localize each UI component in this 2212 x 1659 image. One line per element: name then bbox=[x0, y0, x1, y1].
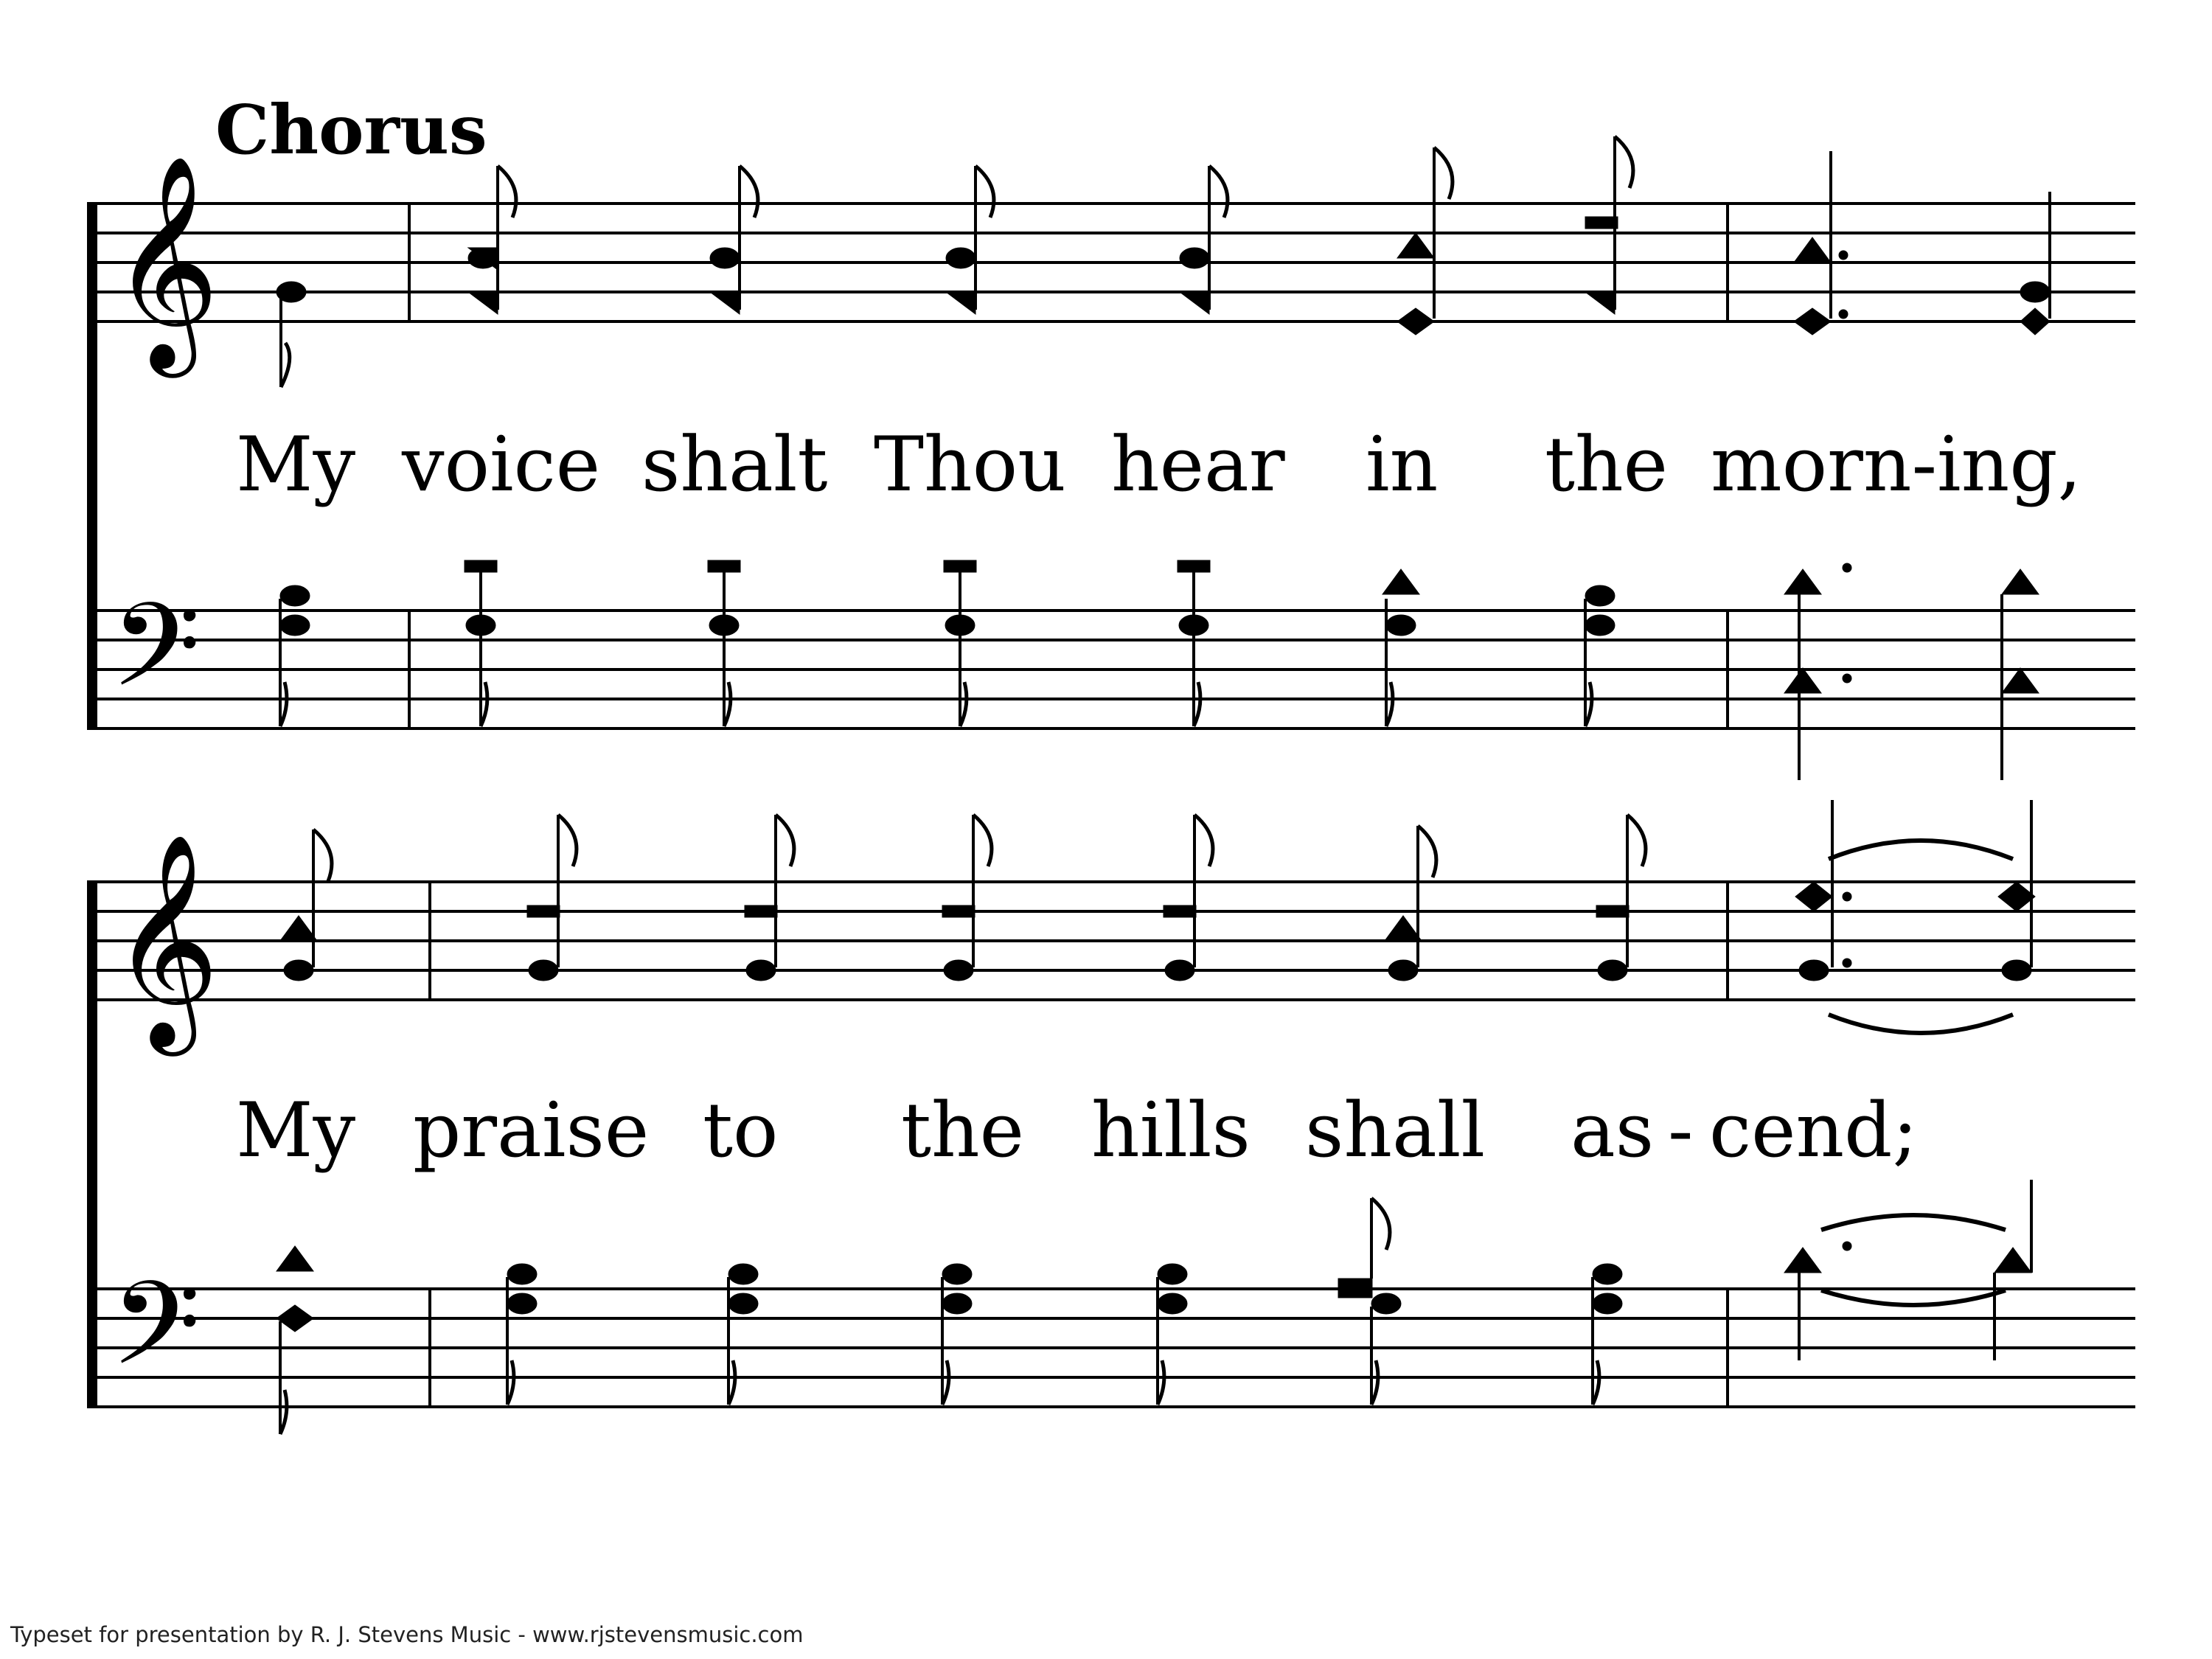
bass-clef-icon: 𝄢 bbox=[111, 578, 201, 741]
tie bbox=[1821, 1290, 2006, 1305]
treble-notes bbox=[280, 800, 2035, 1033]
lyric-word: cend; bbox=[1709, 1087, 1918, 1175]
lyric-word: the bbox=[901, 1087, 1025, 1175]
bass-staff bbox=[87, 1289, 2135, 1407]
section-label: Chorus bbox=[215, 90, 487, 170]
lyric-word: voice bbox=[402, 421, 601, 509]
bass-notes bbox=[276, 1180, 2031, 1434]
system-bar bbox=[87, 882, 97, 1407]
tie bbox=[1829, 841, 2013, 859]
tie bbox=[1821, 1215, 2006, 1230]
barlines bbox=[409, 204, 1728, 728]
system-1 bbox=[87, 136, 2135, 780]
lyric-word: shalt bbox=[641, 421, 828, 509]
lyric-word: hear bbox=[1111, 421, 1285, 509]
treble-clef-icon: 𝄞 bbox=[111, 832, 220, 1046]
lyric-word: shall bbox=[1305, 1087, 1486, 1175]
lyric-word: to bbox=[703, 1087, 779, 1175]
lyric-word: as bbox=[1571, 1087, 1655, 1175]
note-chord bbox=[1397, 147, 1453, 335]
bass-staff bbox=[87, 611, 2135, 728]
lyric-word: the bbox=[1545, 421, 1669, 509]
lyric-word: hills bbox=[1091, 1087, 1251, 1175]
lyrics-line-1 bbox=[236, 421, 2081, 509]
note-chord bbox=[1585, 136, 1633, 314]
lyric-word: morn-ing, bbox=[1711, 421, 2082, 509]
lyric-word: My bbox=[236, 1087, 356, 1175]
lyric-word: Thou bbox=[874, 421, 1066, 509]
system-2 bbox=[87, 800, 2135, 1434]
tie bbox=[1829, 1015, 2013, 1033]
footer-credit: Typeset for presentation by R. J. Stevens Music - www.rjstevensmusic.com bbox=[10, 1622, 804, 1647]
lyric-hyphen: - bbox=[1668, 1087, 1694, 1175]
lyric-word: in bbox=[1366, 421, 1439, 509]
treble-clef-icon: 𝄞 bbox=[111, 153, 220, 368]
bass-clef-icon: 𝄢 bbox=[111, 1256, 201, 1419]
lyric-word: My bbox=[236, 421, 356, 509]
note-chord bbox=[1794, 151, 1848, 335]
lyric-word: praise bbox=[413, 1087, 650, 1175]
lyrics-line-2 bbox=[236, 1087, 1918, 1175]
system-bar bbox=[87, 204, 97, 728]
